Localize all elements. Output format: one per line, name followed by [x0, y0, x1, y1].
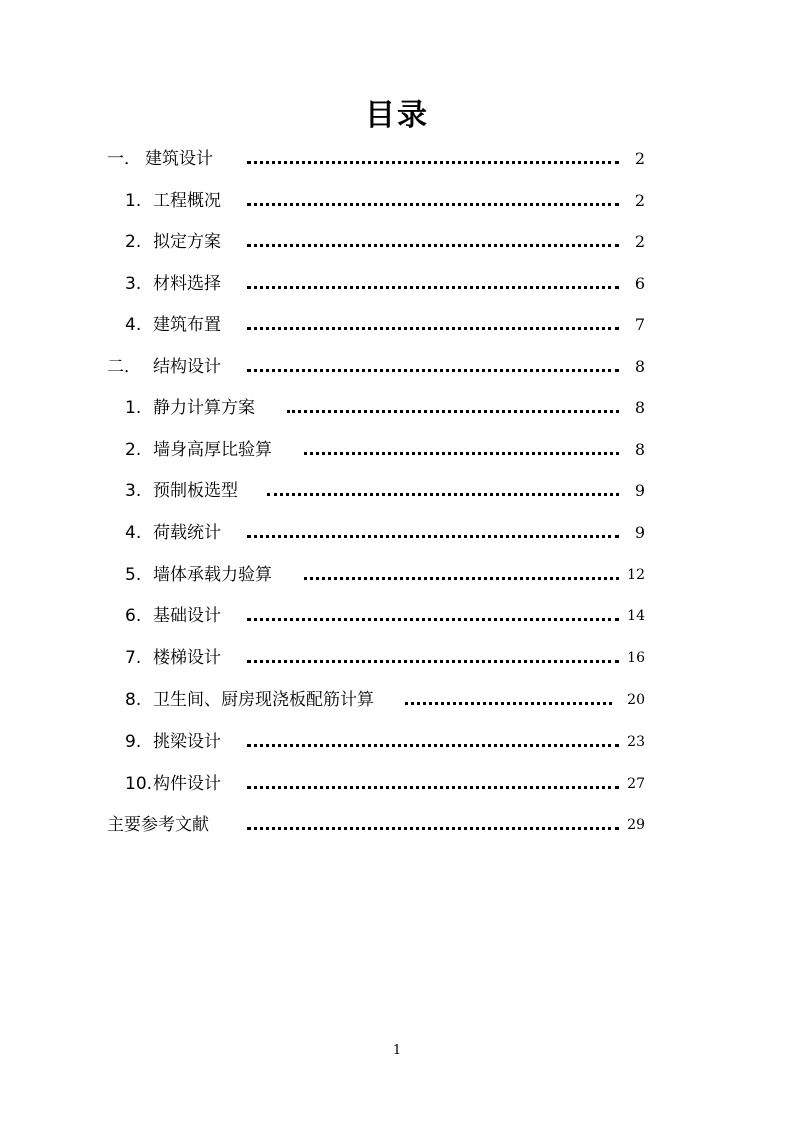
toc-page-number: 7 [634, 315, 645, 334]
toc-entry-wall-ratio-check[interactable] [0, 435, 794, 465]
toc-entry-references[interactable] [0, 810, 794, 840]
toc-leader-dots [304, 577, 619, 580]
toc-entry-cast-slab-reinforcement[interactable] [0, 685, 794, 715]
toc-entry-structural-design[interactable] [0, 352, 794, 382]
toc-entry-label: 工程概况 [153, 191, 221, 211]
toc-entry-number: 1. [125, 191, 142, 211]
toc-entry-number: 7. [125, 648, 142, 668]
toc-entry-number: 2. [125, 232, 142, 252]
toc-entry-label: 楼梯设计 [153, 648, 221, 668]
toc-leader-dots [247, 786, 619, 789]
toc-entry-label: 预制板选型 [153, 481, 238, 501]
toc-page-number: 9 [634, 523, 645, 542]
toc-entry-load-statistics[interactable] [0, 518, 794, 548]
toc-leader-dots [247, 244, 619, 247]
toc-entry-label: 构件设计 [153, 774, 221, 794]
toc-leader-dots [405, 702, 612, 705]
toc-entry-label: 结构设计 [153, 357, 221, 377]
toc-entry-label: 荷载统计 [153, 523, 221, 543]
toc-page-number: 8 [634, 357, 645, 376]
toc-page-number: 20 [627, 692, 645, 708]
toc-entry-label: 墙体承载力验算 [153, 565, 272, 585]
toc-entry-label: 建筑设计 [145, 149, 213, 169]
toc-page-number: 14 [627, 608, 645, 624]
toc-page-number: 29 [627, 817, 645, 833]
toc-entry-foundation-design[interactable] [0, 601, 794, 631]
toc-entry-label: 主要参考文献 [107, 815, 209, 835]
toc-page-number: 9 [634, 481, 645, 500]
toc-entry-label: 卫生间、厨房现浇板配筋计算 [153, 690, 374, 710]
toc-entry-building-layout[interactable] [0, 310, 794, 340]
toc-page-number: 2 [634, 191, 645, 210]
toc-leader-dots [247, 327, 619, 330]
toc-entry-number: 3. [125, 274, 142, 294]
toc-entry-number: 10. [125, 774, 153, 794]
toc-page-number: 23 [627, 734, 645, 750]
toc-entry-label: 挑梁设计 [153, 732, 221, 752]
toc-page-number: 2 [634, 149, 645, 168]
toc-entry-number: 9. [125, 732, 142, 752]
toc-page-number: 16 [627, 650, 645, 666]
toc-entry-material-selection[interactable] [0, 269, 794, 299]
toc-leader-dots [287, 410, 619, 413]
toc-entry-label: 基础设计 [153, 606, 221, 626]
toc-leader-dots [247, 369, 619, 372]
toc-leader-dots [247, 827, 619, 830]
toc-entry-architecture-design[interactable] [0, 144, 794, 174]
toc-entry-number: 8. [125, 690, 142, 710]
toc-leader-dots [247, 618, 619, 621]
toc-entry-label: 拟定方案 [153, 232, 221, 252]
toc-page-number: 2 [634, 232, 645, 251]
toc-page-number: 6 [634, 274, 645, 293]
toc-entry-number: 4. [125, 315, 142, 335]
toc-entry-number: 4. [125, 523, 142, 543]
toc-entry-number: 二． [107, 357, 141, 377]
toc-entry-precast-slab[interactable] [0, 476, 794, 506]
toc-leader-dots [247, 535, 619, 538]
toc-title: 目录 [365, 98, 429, 133]
footer-page-number: 1 [392, 1043, 402, 1058]
toc-entry-label: 墙身高厚比验算 [153, 440, 272, 460]
toc-entry-stair-design[interactable] [0, 643, 794, 673]
toc-entry-number: 3. [125, 481, 142, 501]
toc-entry-number: 6. [125, 606, 142, 626]
toc-page-number: 12 [627, 567, 645, 583]
toc-entry-label: 静力计算方案 [153, 398, 255, 418]
toc-leader-dots [247, 286, 619, 289]
toc-entry-number: 一． [107, 149, 141, 169]
toc-entry-cantilever-beam[interactable] [0, 727, 794, 757]
toc-entry-number: 2. [125, 440, 142, 460]
toc-leader-dots [247, 203, 619, 206]
toc-leader-dots [247, 660, 619, 663]
toc-entry-project-overview[interactable] [0, 186, 794, 216]
toc-leader-dots [267, 493, 619, 496]
toc-leader-dots [304, 452, 619, 455]
toc-leader-dots [247, 744, 619, 747]
toc-entry-wall-capacity-check[interactable] [0, 560, 794, 590]
toc-entry-number: 5. [125, 565, 142, 585]
toc-entry-draft-plan[interactable] [0, 227, 794, 257]
toc-entry-static-calculation[interactable] [0, 393, 794, 423]
toc-entry-component-design[interactable] [0, 769, 794, 799]
toc-page-number: 8 [634, 440, 645, 459]
toc-entry-label: 建筑布置 [153, 315, 221, 335]
toc-page-number: 27 [627, 776, 645, 792]
toc-leader-dots [247, 161, 619, 164]
toc-entry-label: 材料选择 [153, 274, 221, 294]
toc-entry-number: 1. [125, 398, 142, 418]
toc-page-number: 8 [634, 398, 645, 417]
